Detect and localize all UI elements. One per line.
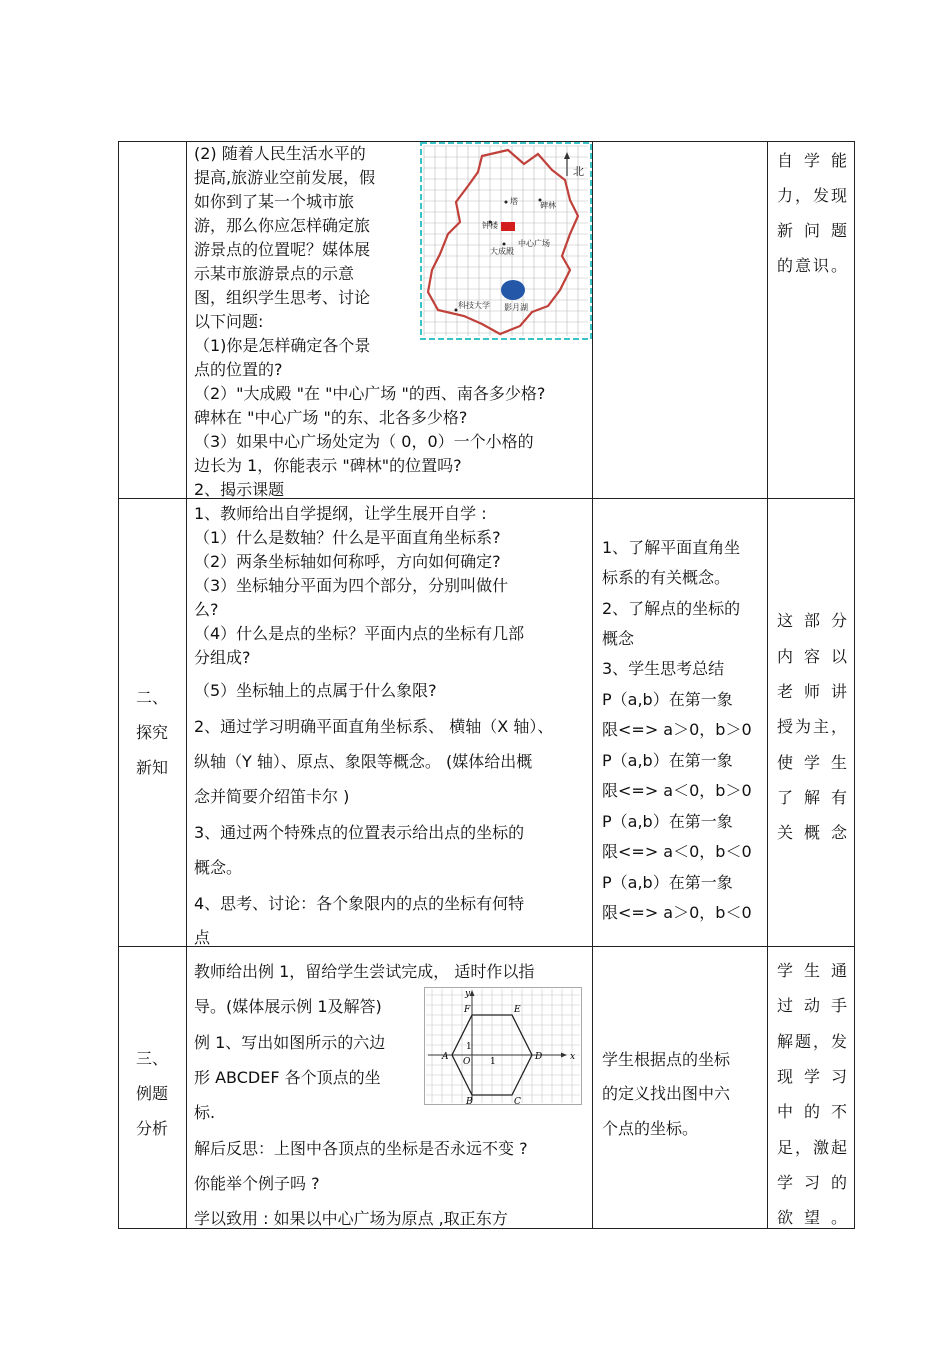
text-line: （5）坐标轴上的点属于什么象限? bbox=[194, 681, 437, 700]
goal-text: 学 生 通 bbox=[777, 961, 847, 980]
text-line: 么? bbox=[194, 600, 219, 619]
text-line: 你能举个例子吗 ? bbox=[194, 1174, 320, 1193]
north-label: 北 bbox=[573, 165, 584, 178]
goal-text: 这 部 分 bbox=[777, 611, 847, 630]
goal-text: 过 动 手 bbox=[777, 996, 847, 1015]
unit-x-label: 1 bbox=[490, 1057, 496, 1067]
student-activity-line: 1、了解平面直角坐 bbox=[602, 538, 741, 557]
text-line: 边长为 1，你能表示 "碑林"的位置吗? bbox=[194, 456, 462, 475]
text-line: 概念。 bbox=[194, 858, 243, 877]
goal-text: 关概念 bbox=[777, 823, 847, 842]
section-label: 新知 bbox=[135, 758, 168, 777]
student-activity-line: 限<=> a＞0，b＜0 bbox=[602, 903, 752, 922]
column-divider-3 bbox=[767, 141, 768, 1229]
vertex-label-e: E bbox=[514, 1005, 521, 1015]
text-line: 解后反思：上图中各顶点的坐标是否永远不变 ? bbox=[194, 1139, 528, 1158]
section-label: 三、 bbox=[135, 1049, 168, 1068]
student-activity-line: 3、学生思考总结 bbox=[602, 659, 725, 678]
text-line: 2、揭示课题 bbox=[194, 480, 285, 499]
goal-text: 解题，发 bbox=[777, 1032, 847, 1051]
section-label: 例题 bbox=[135, 1084, 168, 1103]
text-line: 学以致用 : 如果以中心广场为原点 ,取正东方 bbox=[194, 1209, 508, 1228]
text-line: 游，那么你应怎样确定旅 bbox=[194, 216, 371, 235]
unit-y-label: 1 bbox=[466, 1042, 472, 1052]
x-axis-label: x bbox=[570, 1052, 576, 1062]
goal-text: 内 容 以 bbox=[777, 647, 847, 666]
origin-label: O bbox=[463, 1057, 471, 1067]
text-line: （4）什么是点的坐标？平面内点的坐标有几部 bbox=[194, 624, 525, 643]
text-line: 分组成? bbox=[194, 648, 251, 667]
city-map-figure bbox=[420, 142, 592, 340]
text-line: 游景点的位置呢？媒体展 bbox=[194, 240, 371, 259]
goal-text: 使 学 生 bbox=[777, 753, 847, 772]
goal-text: 力，发现 bbox=[777, 186, 847, 205]
student-activity-line: P（a,b）在第一象 bbox=[602, 690, 733, 709]
map-place-zhongxin: 中心广场 bbox=[518, 239, 550, 248]
student-activity-line: P（a,b）在第一象 bbox=[602, 812, 733, 831]
student-activity-line: 标系的有关概念。 bbox=[602, 568, 731, 587]
goal-text: 了 解 有 bbox=[777, 788, 847, 807]
student-activity-line: 2、了解点的坐标的 bbox=[602, 599, 741, 618]
student-activity-line: 概念 bbox=[602, 629, 635, 648]
text-line: 2、通过学习明确平面直角坐标系、 横轴（X 轴）、 bbox=[194, 717, 554, 736]
hexagon-figure bbox=[424, 987, 582, 1105]
vertex-label-d: D bbox=[535, 1052, 543, 1062]
text-line: （1)你是怎样确定各个景 bbox=[194, 336, 371, 355]
goal-text: 老 师 讲 bbox=[777, 682, 847, 701]
text-line: 图，组织学生思考、讨论 bbox=[194, 288, 371, 307]
section-label: 分析 bbox=[135, 1119, 168, 1138]
goal-text: 授为主， bbox=[777, 717, 847, 736]
goal-text: 的意识。 bbox=[777, 256, 847, 275]
text-line: 4、思考、讨论：各个象限内的点的坐标有何特 bbox=[194, 894, 525, 913]
map-place-dachengdian: 大成殿 bbox=[490, 247, 514, 256]
column-divider-2 bbox=[592, 141, 593, 1229]
hexagon-svg bbox=[424, 987, 582, 1105]
text-line: 纵轴（Y 轴）、原点、象限等概念。 (媒体给出概 bbox=[194, 752, 533, 771]
goal-text: 学 习 的 bbox=[777, 1173, 847, 1192]
text-line: 标. bbox=[194, 1103, 216, 1122]
text-line: (2) 随着人民生活水平的 bbox=[194, 144, 366, 163]
text-line: 点的位置的? bbox=[194, 360, 283, 379]
goal-text: 新 问 题 bbox=[777, 221, 847, 240]
text-line: 例 1、写出如图所示的六边 bbox=[194, 1033, 386, 1052]
text-line: 如你到了某一个城市旅 bbox=[194, 192, 355, 211]
student-activity-line: 限<=> a＜0，b＜0 bbox=[602, 842, 752, 861]
text-line: 念并简要介绍笛卡尔 ) bbox=[194, 787, 350, 806]
map-place-yingyue: 影月湖 bbox=[504, 303, 528, 312]
map-place-tower: 塔 bbox=[510, 197, 518, 206]
text-line: （3）如果中心广场处定为（ 0，0）一个小格的 bbox=[194, 432, 534, 451]
row-divider-2 bbox=[118, 946, 855, 947]
text-line: 1、教师给出自学提纲，让学生展开自学 : bbox=[194, 504, 487, 523]
y-axis-label: y bbox=[465, 989, 471, 999]
student-activity-line: 个点的坐标。 bbox=[602, 1119, 699, 1138]
goal-text: 足，激起 bbox=[777, 1138, 847, 1157]
text-line: （2）两条坐标轴如何称呼，方向如何确定? bbox=[194, 552, 501, 571]
goal-text: 欲望。 bbox=[777, 1208, 847, 1227]
vertex-label-c: C bbox=[514, 1097, 521, 1105]
text-line: （3）坐标轴分平面为四个部分，分别叫做什 bbox=[194, 576, 509, 595]
student-activity-line: P（a,b）在第一象 bbox=[602, 751, 733, 770]
city-map-svg bbox=[420, 142, 592, 340]
student-activity-line: P（a,b）在第一象 bbox=[602, 873, 733, 892]
text-line: 点 bbox=[194, 928, 211, 947]
text-line: 示某市旅游景点的示意 bbox=[194, 264, 355, 283]
vertex-label-b: B bbox=[466, 1097, 473, 1105]
map-place-zhonglou: 钟楼 bbox=[482, 221, 498, 230]
map-place-keji: 科技大学 bbox=[458, 301, 490, 310]
central-square-flag bbox=[501, 222, 515, 231]
table-border-right bbox=[854, 141, 855, 1229]
student-activity-line: 学生根据点的坐标 bbox=[602, 1050, 731, 1069]
text-line: 形 ABCDEF 各个顶点的坐 bbox=[194, 1068, 381, 1087]
text-line: 教师给出例 1，留给学生尝试完成， 适时作以指 bbox=[194, 962, 535, 981]
column-divider-1 bbox=[186, 141, 187, 1229]
goal-text: 中 的 不 bbox=[777, 1102, 847, 1121]
text-line: （2）"大成殿 "在 "中心广场 "的西、南各多少格? bbox=[194, 384, 546, 403]
text-line: 导。(媒体展示例 1及解答) bbox=[194, 997, 382, 1016]
student-activity-line: 限<=> a＜0，b＞0 bbox=[602, 781, 752, 800]
text-line: 碑林在 "中心广场 "的东、北各多少格? bbox=[194, 408, 468, 427]
lake-marker bbox=[501, 280, 525, 300]
vertex-label-a: A bbox=[442, 1052, 449, 1062]
text-line: 3、通过两个特殊点的位置表示给出点的坐标的 bbox=[194, 823, 525, 842]
text-line: 提高,旅游业空前发展，假 bbox=[194, 168, 376, 187]
student-activity-line: 的定义找出图中六 bbox=[602, 1084, 731, 1103]
goal-text: 现 学 习 bbox=[777, 1067, 847, 1086]
lesson-plan-table bbox=[118, 141, 855, 1229]
map-place-beilin: 碑林 bbox=[540, 201, 556, 210]
vertex-label-f: F bbox=[464, 1005, 471, 1015]
text-line: 以下问题: bbox=[194, 312, 264, 331]
student-activity-line: 限<=> a＞0，b＞0 bbox=[602, 720, 752, 739]
section-label: 二、 bbox=[135, 688, 168, 707]
section-label: 探究 bbox=[135, 723, 168, 742]
text-line: （1）什么是数轴？什么是平面直角坐标系? bbox=[194, 528, 501, 547]
goal-text: 自 学 能 bbox=[777, 151, 847, 170]
